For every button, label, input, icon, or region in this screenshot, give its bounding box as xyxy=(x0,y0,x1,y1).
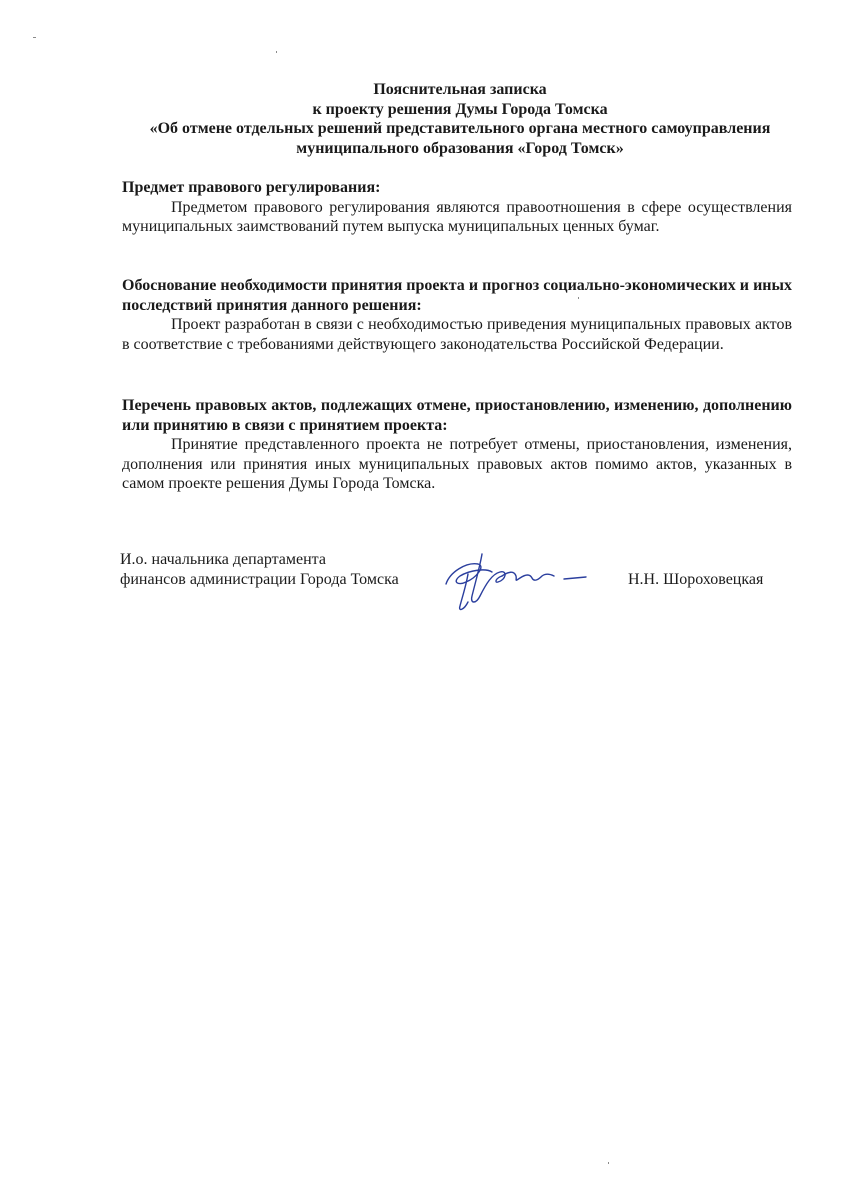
signature-stroke xyxy=(460,574,468,609)
signature-stroke xyxy=(472,554,505,602)
position-line-1: И.о. начальника департамента xyxy=(120,551,326,568)
scan-speck xyxy=(608,1162,609,1164)
section-affected-acts xyxy=(122,396,792,494)
signatory-name: Н.Н. Шороховецкая xyxy=(628,571,764,588)
signature-stroke xyxy=(446,564,492,584)
section-heading: Предмет правового регулирования: xyxy=(122,179,381,196)
section-heading: Обоснование необходимости принятия проекта и прогноз социально-экономических и иных последствий принятия данного решения: xyxy=(122,277,792,314)
title-line-1: Пояснительная записка xyxy=(373,81,547,98)
document-title xyxy=(110,80,810,158)
position-line-2: финансов администрации Города Томска xyxy=(120,570,399,588)
signatory-position xyxy=(120,550,399,589)
signature-stroke xyxy=(564,577,586,579)
handwritten-signature xyxy=(436,546,596,618)
title-line-3: «Об отмене отдельных решений представительного органа местного самоуправления xyxy=(149,120,771,137)
scan-speck xyxy=(33,37,36,38)
section-body: Проект разработан в связи с необходимостью приведения муниципальных правовых актов в соответствие с требованиями действующего законодательства Российской Федерации. xyxy=(122,316,792,353)
section-justification xyxy=(122,276,792,354)
title-line-2: к проекту решения Думы Города Томска xyxy=(312,100,608,118)
section-body: Принятие представленного проекта не потребует отмены, приостановления, изменения, дополнения или принятия иных муниципальных правовых актов помимо актов, указанных в самом проекте решения Думы Города Томска. xyxy=(122,436,792,492)
title-line-4: муниципального образования «Город Томск» xyxy=(296,139,624,157)
signature-stroke xyxy=(502,572,554,580)
section-heading: Перечень правовых актов, подлежащих отмене, приостановлению, изменению, дополнению или принятию в связи с принятием проекта: xyxy=(122,397,792,434)
section-body: Предметом правового регулирования являются правоотношения в сфере осуществления муниципальных заимствований путем выпуска муниципальных ценных бумаг. xyxy=(122,198,792,235)
scan-speck xyxy=(276,51,277,53)
section-subject xyxy=(122,178,792,237)
